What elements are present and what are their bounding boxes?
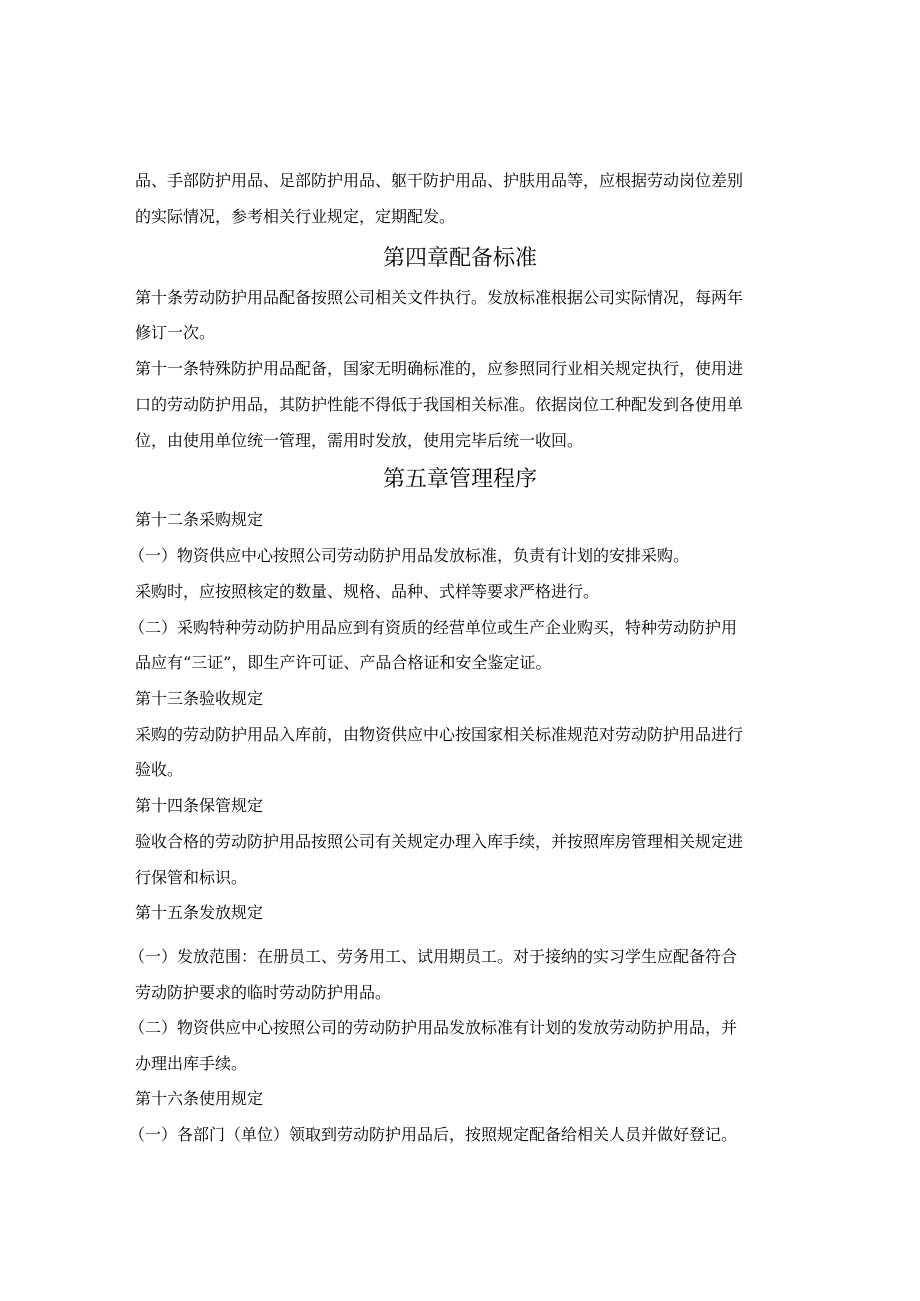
body-line: 办理出库手续。 — [135, 1054, 248, 1073]
body-line: 第十条劳动防护用品配备按照公司相关文件执行。发放标准根据公司实际情况，每两年 — [135, 288, 744, 307]
body-line: 位，由使用单位统一管理，需用时发放，使用完毕后统一收回。 — [135, 431, 584, 450]
body-line: 行保管和标识。 — [135, 868, 248, 887]
article-heading: 第十三条验收规定 — [135, 689, 264, 708]
body-line: 采购时，应按照核定的数量、规格、品种、式样等要求严格进行。 — [135, 582, 600, 601]
chapter-5-title: 第五章管理程序 — [382, 467, 537, 492]
body-line: 修订一次。 — [135, 323, 216, 342]
article-heading: 第十二条采购规定 — [135, 510, 264, 529]
body-line: 采购的劳动防护用品入库前，由物资供应中心按国家相关标准规范对劳动防护用品进行 — [135, 725, 744, 744]
body-line: （一）各部门（单位）领取到劳动防护用品后，按照规定配备给相关人员并做好登记。 — [129, 1125, 738, 1144]
body-line: （二）采购特种劳动防护用品应到有资质的经营单位或生产企业购买，特种劳动防护用 — [129, 618, 738, 637]
body-line: 口的劳动防护用品，其防护性能不得低于我国相关标准。依据岗位工种配发到各使用单 — [135, 395, 744, 414]
body-line: （二）物资供应中心按照公司的劳动防护用品发放标准有计划的发放劳动防护用品，并 — [129, 1018, 738, 1037]
body-line: 品应有“三证”，即生产许可证、产品合格证和安全鉴定证。 — [135, 653, 552, 672]
body-line: 第十一条特殊防护用品配备，国家无明确标准的，应参照同行业相关规定执行，使用进 — [135, 359, 744, 378]
article-heading: 第十四条保管规定 — [135, 796, 264, 815]
body-line: 验收合格的劳动防护用品按照公司有关规定办理入库手续，并按照库房管理相关规定进 — [135, 832, 744, 851]
article-heading: 第十六条使用规定 — [135, 1089, 264, 1108]
body-line: 品、手部防护用品、足部防护用品、躯干防护用品、护肤用品等，应根据劳动岗位差别 — [135, 171, 744, 190]
article-heading: 第十五条发放规定 — [135, 903, 264, 922]
body-line: 的实际情况，参考相关行业规定，定期配发。 — [135, 207, 456, 226]
body-line: （一）物资供应中心按照公司劳动防护用品发放标准，负责有计划的安排采购。 — [129, 546, 690, 565]
body-line: （一）发放范围：在册员工、劳务用工、试用期员工。对于接纳的实习学生应配备符合 — [129, 947, 738, 966]
body-line: 验收。 — [135, 760, 184, 779]
body-line: 劳动防护要求的临时劳动防护用品。 — [135, 983, 392, 1002]
chapter-4-title: 第四章配备标准 — [382, 246, 537, 271]
